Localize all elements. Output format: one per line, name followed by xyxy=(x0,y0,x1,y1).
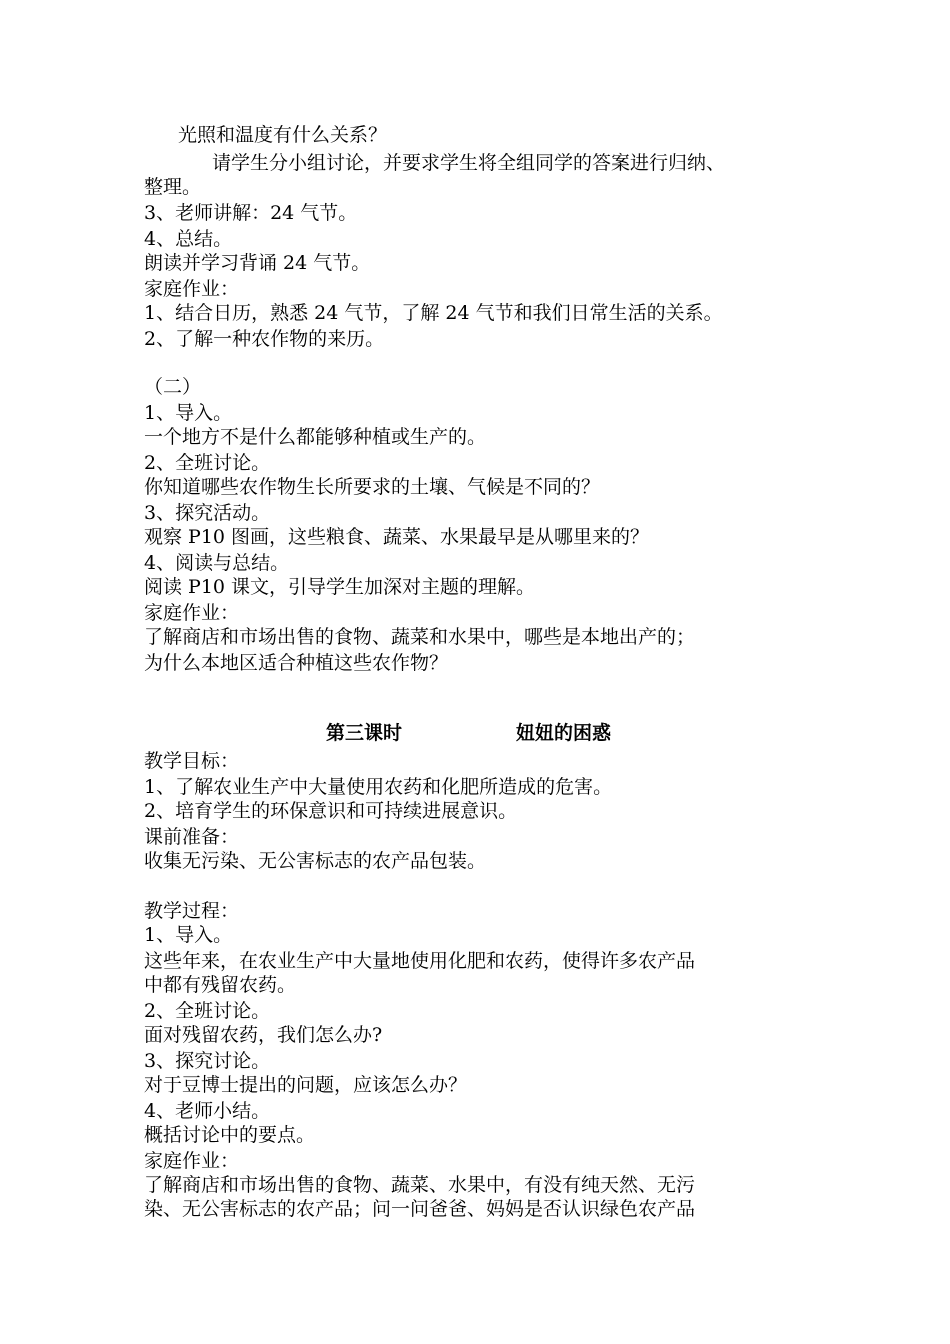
text-line: 中都有残留农药。 xyxy=(144,974,297,996)
text-line: 2、全班讨论。 xyxy=(144,1000,271,1022)
text-line: 1、结合日历，熟悉 24 气节，了解 24 气节和我们日常生活的关系。 xyxy=(144,302,723,324)
text-line: 家庭作业： xyxy=(144,602,240,624)
text-line: 一个地方不是什么都能够种植或生产的。 xyxy=(144,426,487,448)
text-line: 3、探究讨论。 xyxy=(144,1050,271,1072)
text-line: 阅读 P10 课文，引导学生加深对主题的理解。 xyxy=(144,576,536,598)
text-line: 3、老师讲解：24 气节。 xyxy=(144,202,358,224)
text-line: 1、了解农业生产中大量使用农药和化肥所造成的危害。 xyxy=(144,776,613,798)
text-line: 家庭作业： xyxy=(144,278,240,300)
text-line: 教学过程： xyxy=(144,900,240,922)
text-line: 4、老师小结。 xyxy=(144,1100,271,1122)
text-line: 为什么本地区适合种植这些农作物？ xyxy=(144,652,449,674)
text-line: 2、了解一种农作物的来历。 xyxy=(144,328,385,350)
lesson-heading xyxy=(326,720,612,746)
text-line: 这些年来，在农业生产中大量地使用化肥和农药，使得许多农产品 xyxy=(144,950,696,972)
text-line: 对于豆博士提出的问题，应该怎么办？ xyxy=(144,1074,468,1096)
section-marker: （二） xyxy=(144,376,202,398)
text-line: 课前准备： xyxy=(144,826,240,848)
text-line: 收集无污染、无公害标志的农产品包装。 xyxy=(144,850,487,872)
text-line: 家庭作业： xyxy=(144,1150,240,1172)
text-line: 你知道哪些农作物生长所要求的土壤、气候是不同的？ xyxy=(144,476,601,498)
text-line: 教学目标： xyxy=(144,750,240,772)
text-line: 4、阅读与总结。 xyxy=(144,552,290,574)
text-line: 染、无公害标志的农产品；问一问爸爸、妈妈是否认识绿色农产品 xyxy=(144,1198,696,1220)
text-line: 2、全班讨论。 xyxy=(144,452,271,474)
text-line: 面对残留农药，我们怎么办? xyxy=(144,1024,383,1046)
text-line: 2、培育学生的环保意识和可持续进展意识。 xyxy=(144,800,518,822)
text-line: 了解商店和市场出售的食物、蔬菜、水果中，有没有纯天然、无污 xyxy=(144,1174,696,1196)
text-line: 1、导入。 xyxy=(144,924,233,946)
text-line: 了解商店和市场出售的食物、蔬菜和水果中，哪些是本地出产的； xyxy=(144,626,696,648)
text-line: 4、总结。 xyxy=(144,228,233,250)
text-line: 观察 P10 图画，这些粮食、蔬菜、水果最早是从哪里来的？ xyxy=(144,526,650,548)
text-line: 概括讨论中的要点。 xyxy=(144,1124,316,1146)
lesson-number: 第三课时 xyxy=(326,722,403,744)
text-line: 3、探究活动。 xyxy=(144,502,271,524)
text-line: 朗读并学习背诵 24 气节。 xyxy=(144,252,371,274)
text-line: 请学生分小组讨论，并要求学生将全组同学的答案进行归纳、 xyxy=(212,152,726,174)
text-line: 光照和温度有什么关系？ xyxy=(178,124,388,146)
text-line: 整理。 xyxy=(144,176,202,198)
text-line: 1、导入。 xyxy=(144,402,233,424)
lesson-title: 妞妞的困惑 xyxy=(516,722,612,744)
